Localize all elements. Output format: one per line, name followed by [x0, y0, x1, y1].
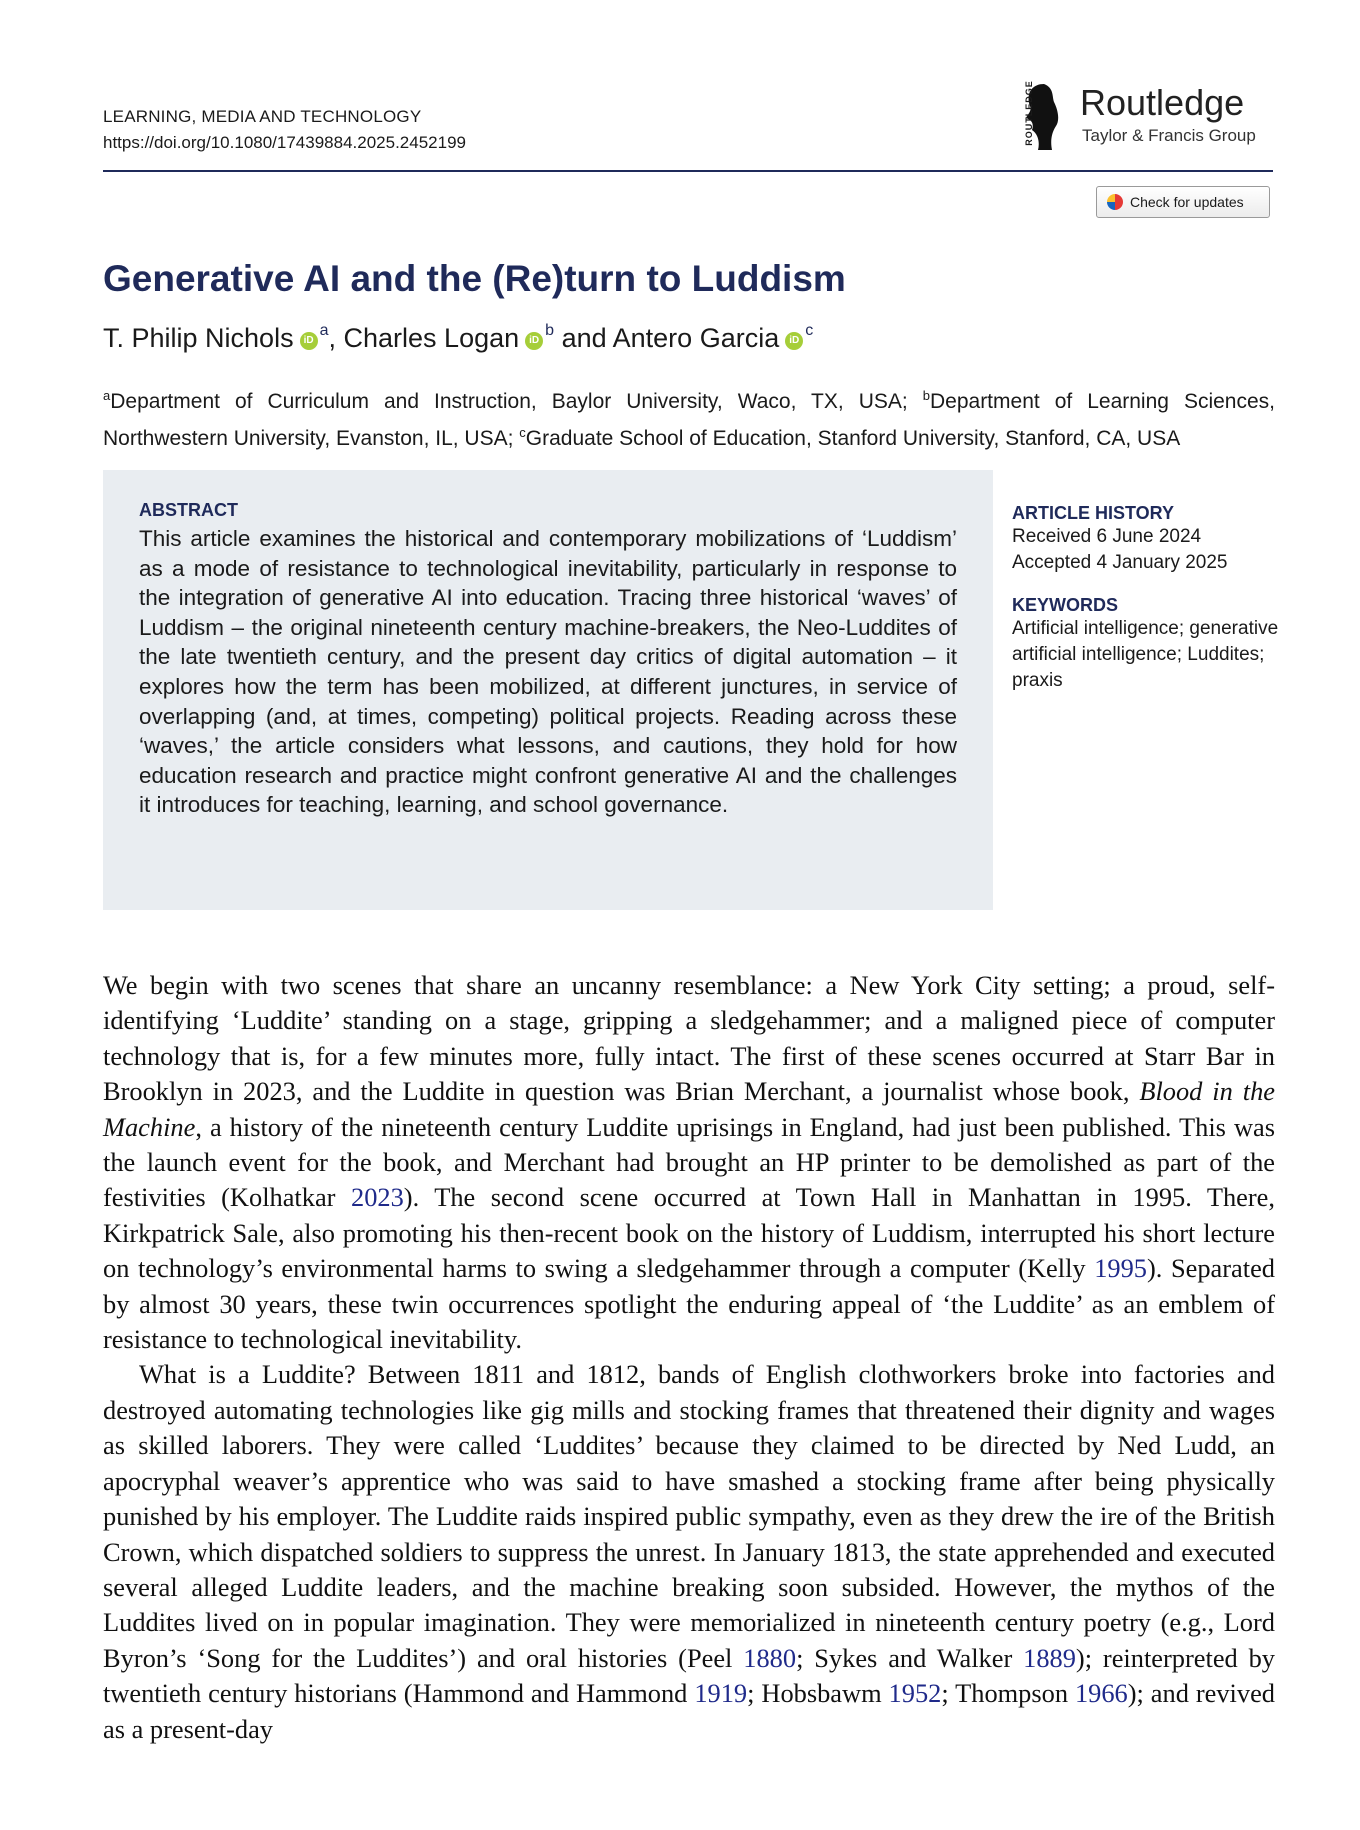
- doi-link[interactable]: https://doi.org/10.1080/17439884.2025.2452199: [103, 133, 466, 152]
- affiliation-sup: a: [103, 388, 111, 403]
- publisher-side-text: ROUTLEDGE: [1023, 80, 1034, 146]
- author-separator: ,: [328, 323, 336, 353]
- abstract-text: This article examines the historical and contemporary mobilizations of ‘Luddism’ as a mode of resistance to technological inevitability, particularly in response to the integration of generative AI into education. Tracing three historical ‘waves’ of Luddism – the original nineteenth century machine-breakers, the Neo-Luddites of the late twentieth century, and the present day critics of digital automation – it explores how the term has been mobilized, at different junctures, in service of overlapping (and, at times, competing) political projects. Reading across these ‘waves,’ the article considers what lessons, and cautions, they hold for how education research and practice might confront generative AI and the challenges it introduces for teaching, learning, and school governance.: [139, 526, 957, 818]
- journal-name: LEARNING, MEDIA AND TECHNOLOGY: [103, 107, 422, 126]
- citation-link[interactable]: 1889: [1023, 1642, 1076, 1673]
- check-for-updates-button[interactable]: [1096, 186, 1270, 218]
- affiliation-marker: b: [545, 322, 555, 339]
- crossmark-icon: [1107, 194, 1123, 210]
- book-title: Blood in the Machine: [103, 1076, 1275, 1142]
- author-separator: and: [561, 323, 607, 353]
- orcid-icon[interactable]: iD: [300, 332, 318, 350]
- author-name[interactable]: Charles Logan: [343, 323, 520, 353]
- publisher-name: Routledge: [1080, 82, 1245, 123]
- article-metadata: [1012, 502, 1282, 694]
- affiliation-text: Graduate School of Education, Stanford University, Stanford, CA, USA: [525, 427, 1181, 450]
- body-paragraph: What is a Luddite? Between 1811 and 1812, bands of English clothworkers broke into factories and destroyed automating technologies like gig mills and stocking frames that threatened their dignity and wages as skilled laborers. They were called ‘Luddites’ because they claimed to be directed by Ned Ludd, an apocryphal weaver’s apprentice who was said to have smashed a stocking frame after being physically punished by his employer. The Luddite raids inspired public sympathy, even as they drew the ire of the British Crown, which dispatched soldiers to suppress the unrest. In January 1813, the state apprehended and executed several alleged Luddite leaders, and the machine breaking soon subsided. However, the mythos of the Luddites lived on in popular imagination. They were memorialized in nineteenth century poetry (e.g., Lord Byron’s ‘Song for the Luddites’) and oral histories (Peel 1880; Sykes and Walker 1889); reinterpreted by twentieth century historians (Hammond and Hammond 1919; Hobsbawm 1952; Thompson 1966); and revived as a present-day: [103, 1359, 1275, 1744]
- affiliations: [103, 380, 1275, 454]
- publisher-logo: [1018, 80, 1278, 156]
- check-updates-label: Check for updates: [1130, 194, 1244, 210]
- article-history-heading: ARTICLE HISTORY: [1012, 503, 1175, 523]
- affiliation-sup: b: [922, 388, 930, 403]
- affiliation-marker: c: [805, 322, 814, 339]
- citation-link[interactable]: 2023: [351, 1182, 404, 1213]
- accepted-date: Accepted 4 January 2025: [1012, 552, 1228, 573]
- abstract-heading: ABSTRACT: [139, 500, 238, 520]
- abstract-box: [103, 470, 993, 910]
- received-date: Received 6 June 2024: [1012, 526, 1202, 547]
- affiliation-marker: a: [319, 322, 329, 339]
- affiliation-text: Department of Learning Sciences, Northwestern University, Evanston, IL, USA;: [103, 390, 1275, 450]
- header-divider: [103, 170, 1273, 172]
- citation-link[interactable]: 1919: [694, 1678, 748, 1709]
- publisher-group: Taylor & Francis Group: [1082, 126, 1256, 145]
- author-name[interactable]: Antero Garcia: [612, 323, 780, 353]
- orcid-icon[interactable]: iD: [525, 332, 543, 350]
- citation-link[interactable]: 1880: [743, 1642, 797, 1673]
- keywords-text: Artificial intelligence; generative artificial intelligence; Luddites; praxis: [1012, 618, 1279, 691]
- author-name[interactable]: T. Philip Nichols: [103, 323, 294, 353]
- article-body: [103, 968, 1275, 1747]
- citation-link[interactable]: 1966: [1074, 1678, 1128, 1709]
- citation-link[interactable]: 1995: [1094, 1253, 1147, 1284]
- keywords-heading: KEYWORDS: [1012, 595, 1119, 615]
- orcid-icon[interactable]: iD: [785, 332, 803, 350]
- article-title: Generative AI and the (Re)turn to Luddism: [103, 258, 846, 299]
- affiliation-sup: c: [519, 425, 526, 440]
- affiliation-text: Department of Curriculum and Instruction, Baylor University, Waco, TX, USA;: [110, 390, 923, 413]
- author-list: [103, 322, 813, 354]
- body-paragraph: We begin with two scenes that share an uncanny resemblance: a New York City setting; a proud, self-identifying ‘Luddite’ standing on a stage, gripping a sledgehammer; and a maligned piece of computer technology that is, for a few minutes more, fully intact. The first of these scenes occurred at Starr Bar in Brooklyn in 2023, and the Luddite in question was Brian Merchant, a journalist whose book, Blood in the Machine, a history of the nineteenth century Luddite uprisings in England, had just been published. This was the launch event for the book, and Merchant had brought an HP printer to be demolished as part of the festivities (Kolhatkar 2023). The second scene occurred at Town Hall in Manhattan in 1995. There, Kirkpatrick Sale, also promoting his then-recent book on the history of Luddism, interrupted his short lecture on technology’s environmental harms to swing a sledgehammer through a computer (Kelly 1995). Separated by almost 30 years, these twin occurrences spotlight the enduring appeal of ‘the Luddite’ as an emblem of resistance to technological inevitability.: [103, 970, 1276, 1355]
- citation-link[interactable]: 1952: [888, 1678, 942, 1709]
